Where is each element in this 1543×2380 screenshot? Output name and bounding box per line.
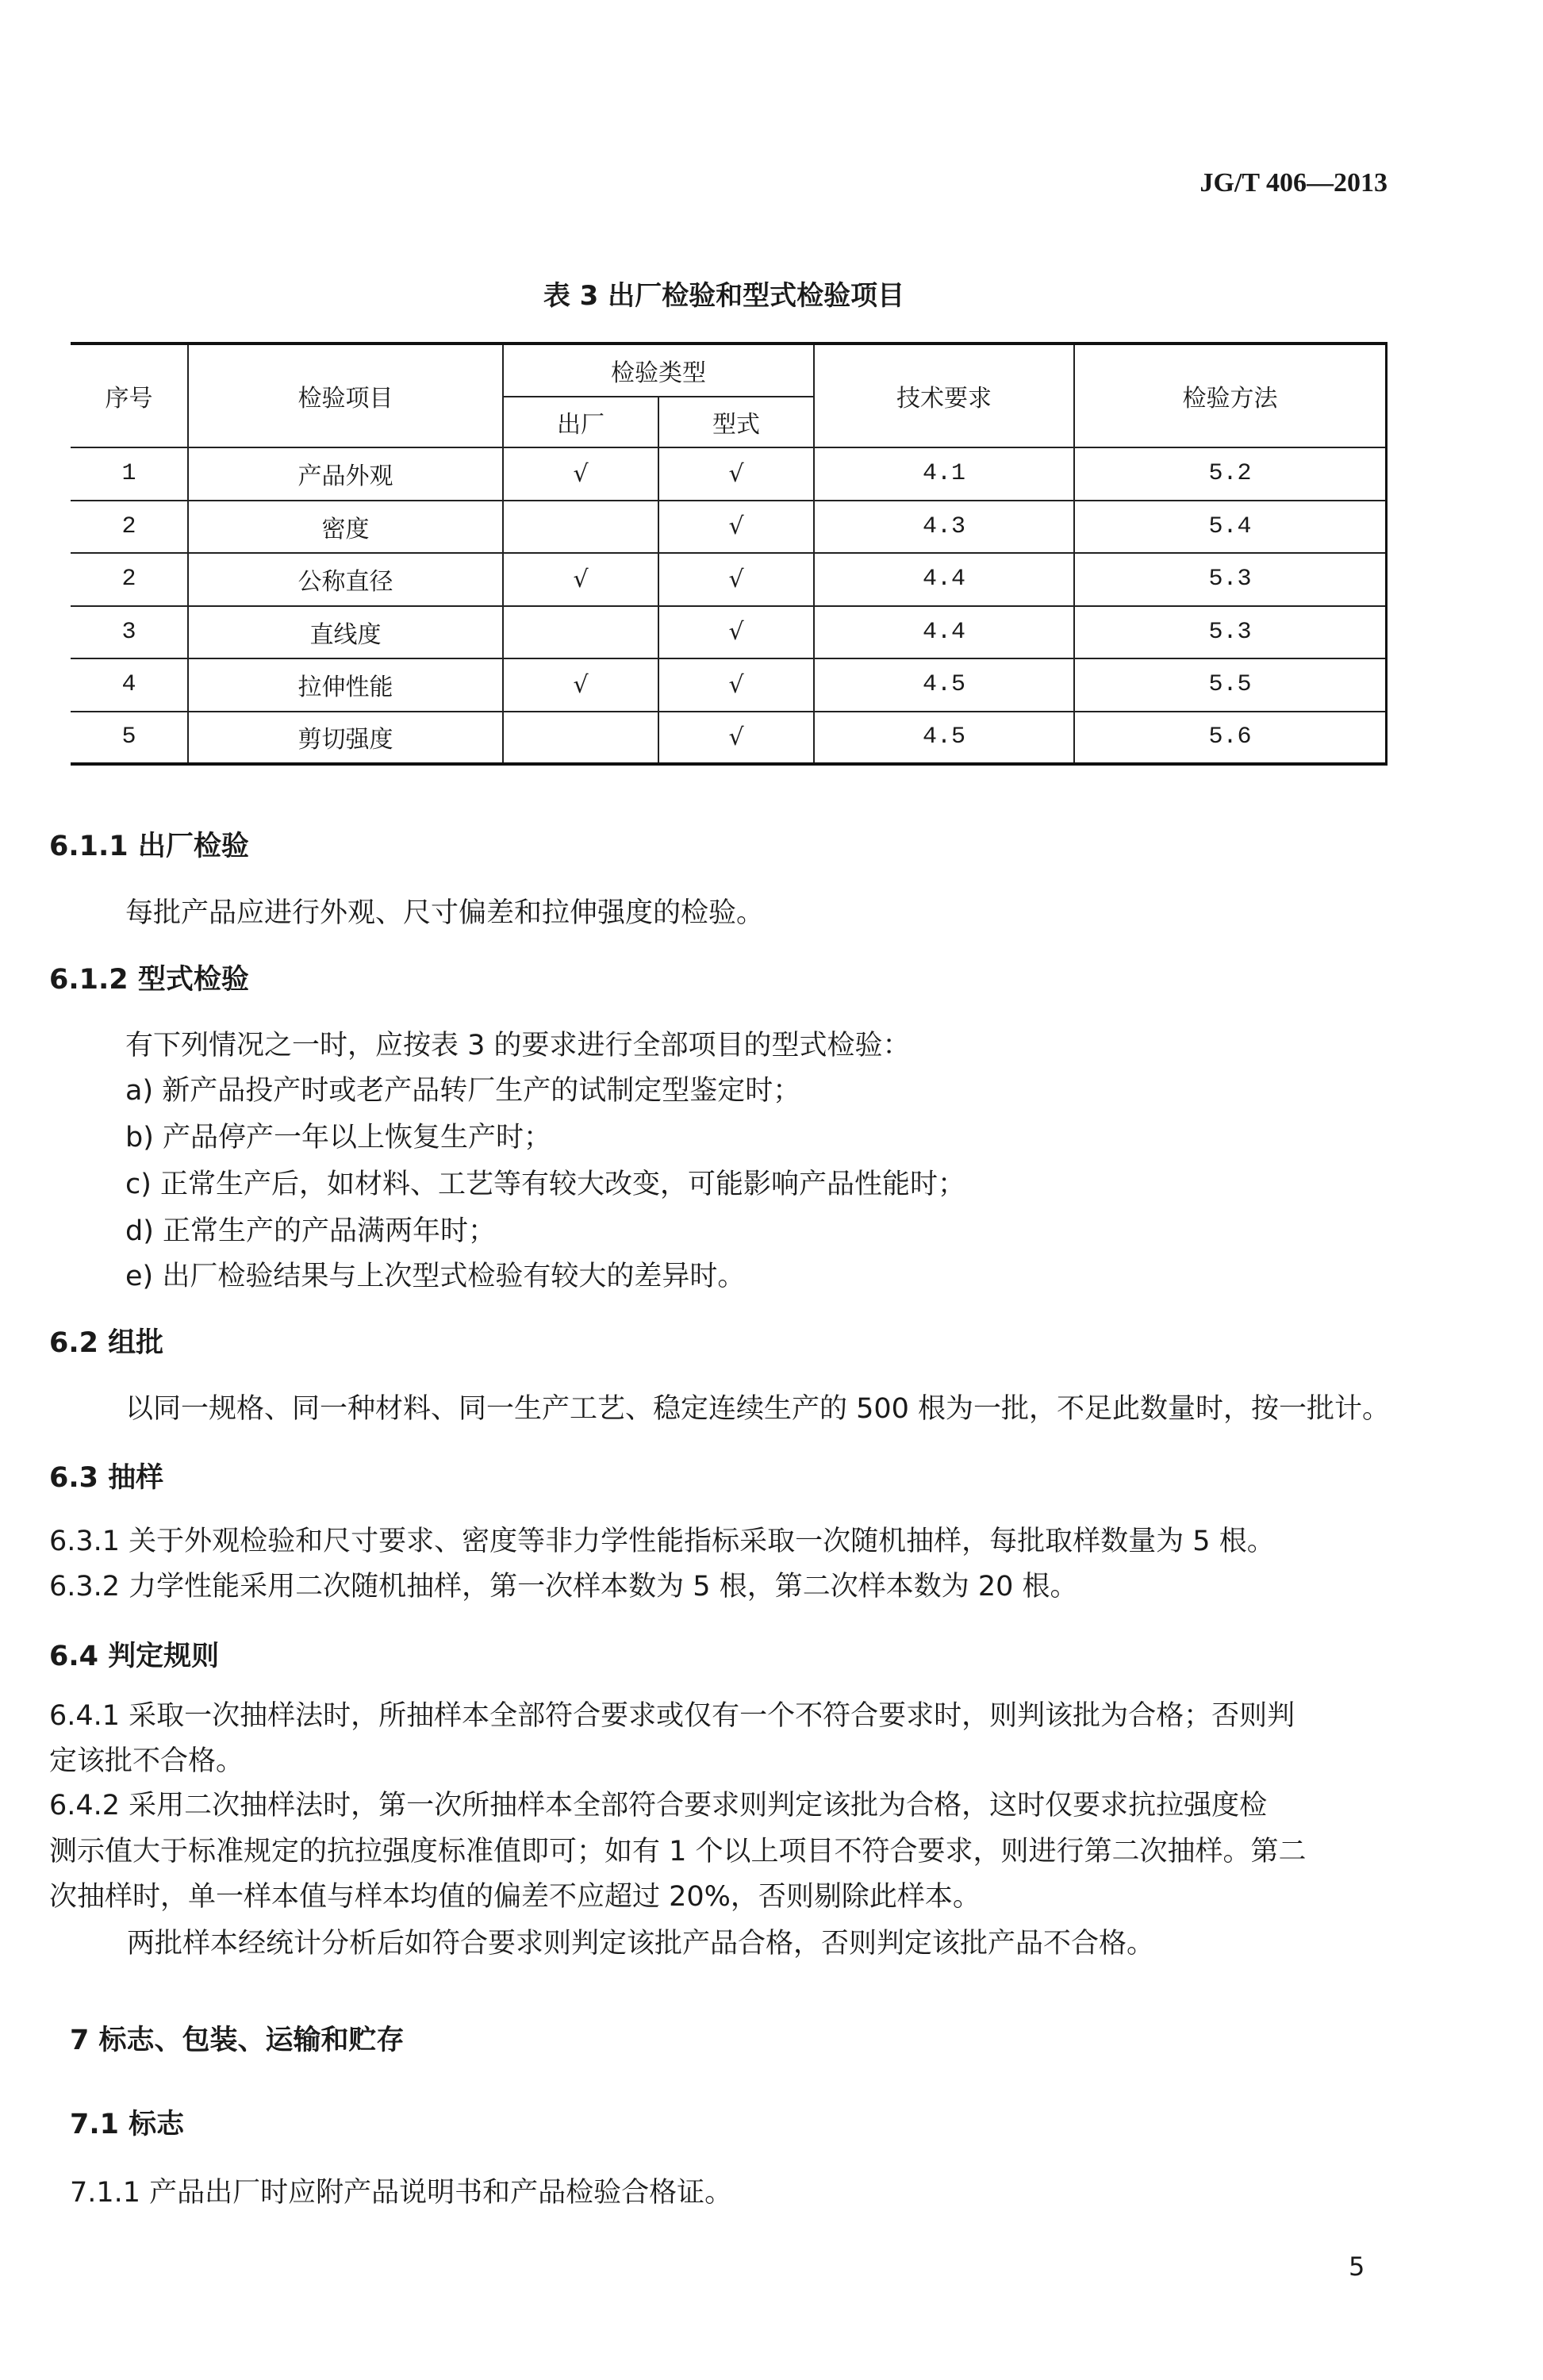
cell-method: 5.4 — [1074, 501, 1387, 554]
header-factory: 出厂 — [503, 397, 658, 447]
header-no: 序号 — [71, 344, 188, 447]
cell-requirement: 4.4 — [814, 553, 1074, 606]
cell-no: 1 — [71, 447, 188, 501]
header-requirement: 技术要求 — [814, 344, 1074, 447]
paragraph: 测示值大于标准规定的抗拉强度标准值即可；如有 1 个以上项目不符合要求，则进行第二次抽样。第二 — [49, 1836, 1307, 1868]
cell-method: 5.2 — [1074, 447, 1387, 501]
cell-no: 2 — [71, 501, 188, 554]
cell-method: 5.5 — [1074, 658, 1387, 712]
cell-item: 产品外观 — [188, 447, 503, 501]
cell-factory: √ — [503, 447, 658, 501]
section-6-1-2: 6.1.2 型式检验 — [49, 964, 249, 996]
section-6-1-1: 6.1.1 出厂检验 — [49, 831, 249, 862]
cell-requirement: 4.4 — [814, 606, 1074, 659]
section-6-4: 6.4 判定规则 — [49, 1641, 220, 1672]
section-6-3: 6.3 抽样 — [49, 1462, 164, 1494]
cell-factory — [503, 606, 658, 659]
table-row — [71, 606, 1387, 659]
list-item: b) 产品停产一年以上恢复生产时； — [125, 1122, 551, 1154]
table-row — [71, 501, 1387, 554]
paragraph: 次抽样时，单一样本值与样本均值的偏差不应超过 20%，否则剔除此样本。 — [49, 1881, 981, 1913]
cell-method: 5.6 — [1074, 712, 1387, 765]
cell-no: 4 — [71, 658, 188, 712]
header-method: 检验方法 — [1074, 344, 1387, 447]
cell-item: 剪切强度 — [188, 712, 503, 765]
paragraph: 6.4.1 采取一次抽样法时，所抽样本全部符合要求或仅有一个不符合要求时，则判该批为合格；否则判 — [49, 1700, 1295, 1732]
paragraph: 6.3.1 关于外观检验和尺寸要求、密度等非力学性能指标采取一次随机抽样，每批取样数量为 5 根。 — [49, 1526, 1275, 1557]
cell-no: 2 — [71, 553, 188, 606]
cell-type-test: √ — [658, 606, 814, 659]
section-7-1: 7.1 标志 — [70, 2109, 185, 2140]
list-item: d) 正常生产的产品满两年时； — [125, 1215, 496, 1247]
paragraph: 有下列情况之一时，应按表 3 的要求进行全部项目的型式检验： — [125, 1030, 911, 1061]
paragraph: 两批样本经统计分析后如符合要求则判定该批产品合格，否则判定该批产品不合格。 — [127, 1928, 1155, 1960]
table-row — [71, 553, 1387, 606]
paragraph: 6.3.2 力学性能采用二次随机抽样，第一次样本数为 5 根，第二次样本数为 20 根。 — [49, 1571, 1078, 1603]
cell-requirement: 4.1 — [814, 447, 1074, 501]
cell-factory — [503, 712, 658, 765]
cell-type-test: √ — [658, 553, 814, 606]
cell-item: 公称直径 — [188, 553, 503, 606]
list-item: a) 新产品投产时或老产品转厂生产的试制定型鉴定时； — [125, 1075, 801, 1107]
header-type-test: 型式 — [658, 397, 814, 447]
header-type: 检验类型 — [503, 344, 814, 397]
cell-method: 5.3 — [1074, 553, 1387, 606]
paragraph: 定该批不合格。 — [49, 1745, 244, 1777]
cell-item: 拉伸性能 — [188, 658, 503, 712]
cell-method: 5.3 — [1074, 606, 1387, 659]
cell-requirement: 4.3 — [814, 501, 1074, 554]
cell-factory: √ — [503, 658, 658, 712]
section-6-2: 6.2 组批 — [49, 1327, 164, 1359]
cell-no: 5 — [71, 712, 188, 765]
paragraph: 6.4.2 采用二次抽样法时，第一次所抽样本全部符合要求则判定该批为合格，这时仅要求抗拉强度检 — [49, 1790, 1268, 1821]
paragraph: 7.1.1 产品出厂时应附产品说明书和产品检验合格证。 — [70, 2177, 733, 2209]
table-row — [71, 658, 1387, 712]
cell-requirement: 4.5 — [814, 658, 1074, 712]
paragraph: 以同一规格、同一种材料、同一生产工艺、稳定连续生产的 500 根为一批，不足此数量时，按一批计。 — [125, 1393, 1391, 1425]
cell-item: 直线度 — [188, 606, 503, 659]
table-row — [71, 712, 1387, 765]
inspection-items-table — [71, 342, 1388, 766]
cell-type-test: √ — [658, 447, 814, 501]
paragraph: 每批产品应进行外观、尺寸偏差和拉伸强度的检验。 — [125, 897, 765, 929]
cell-no: 3 — [71, 606, 188, 659]
section-7: 7 标志、包装、运输和贮存 — [70, 2025, 405, 2056]
page-number: 5 — [1349, 2251, 1365, 2282]
cell-item: 密度 — [188, 501, 503, 554]
list-item: e) 出厂检验结果与上次型式检验有较大的差异时。 — [125, 1261, 746, 1292]
list-item: c) 正常生产后，如材料、工艺等有较大改变，可能影响产品性能时； — [125, 1169, 966, 1200]
cell-type-test: √ — [658, 501, 814, 554]
cell-type-test: √ — [658, 658, 814, 712]
table-title: 表 3 出厂检验和型式检验项目 — [543, 280, 905, 312]
header-item: 检验项目 — [188, 344, 503, 447]
document-code: JG/T 406—2013 — [1199, 168, 1388, 198]
cell-type-test: √ — [658, 712, 814, 765]
cell-requirement: 4.5 — [814, 712, 1074, 765]
cell-factory — [503, 501, 658, 554]
table-row — [71, 447, 1387, 501]
cell-factory: √ — [503, 553, 658, 606]
